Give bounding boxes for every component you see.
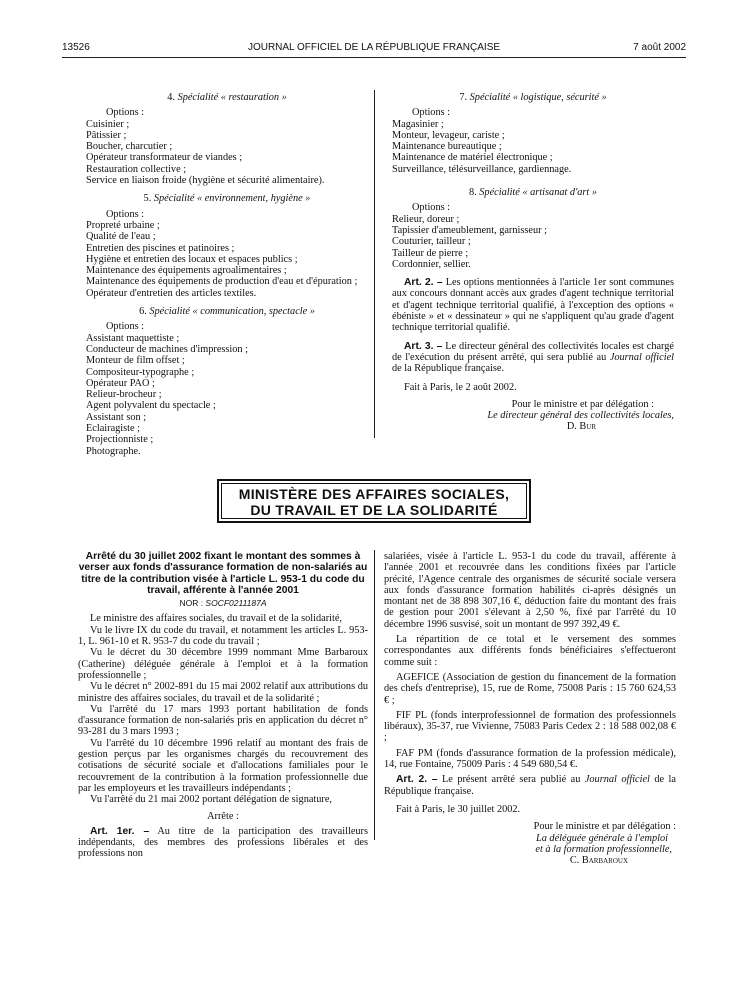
option-item: Assistant maquettiste ; (86, 332, 180, 344)
page-header (62, 40, 686, 56)
signature-title-2: et à la formation professionnelle, (535, 843, 672, 855)
signature-date: Fait à Paris, le 30 juillet 2002. (396, 803, 521, 815)
options-label: Options : (412, 107, 451, 119)
option-item: Pâtissier ; (86, 129, 127, 141)
options-label: Options : (106, 208, 145, 220)
column-divider-top (374, 90, 375, 438)
header-rule (62, 57, 686, 58)
option-item: Magasinier ; (392, 118, 444, 130)
article-1: Art. 1er. – Au titre de la participation des travailleurs indépendants, des membres des professions libérales et des professions non (78, 825, 368, 860)
issue-date: 7 août 2002 (633, 42, 686, 53)
option-item: Boucher, charcutier ; (86, 141, 173, 153)
column-divider-bottom (374, 550, 375, 840)
options-label: Options : (106, 321, 145, 333)
options-list (86, 220, 368, 299)
fund-fifpl: FIF PL (fonds interprofessionnel de formation des professionnels libéraux), 35-37, rue Vivienne, 75083 Paris Cedex 2 : 18 588 002,08 € ; (384, 709, 676, 744)
option-item: Propreté urbaine ; (86, 219, 160, 231)
option-item: Agent polyvalent du spectacle ; (86, 400, 216, 412)
option-item: Relieur, doreur ; (392, 213, 460, 225)
article-3: Art. 3. – Le directeur général des collectivités locales est chargé de l'exécution du présent arrêté, qui sera publié au Journal officiel de la République française. (392, 340, 675, 375)
journal-title: JOURNAL OFFICIEL DE LA RÉPUBLIQUE FRANÇAISE (247, 42, 501, 53)
options-list (392, 214, 674, 270)
option-item: Maintenance des équipements de production d'eau et d'épuration ; (86, 276, 358, 288)
section-heading: 5. Spécialité « environnement, hygiène » (143, 193, 311, 205)
signature-date: Fait à Paris, le 2 août 2002. (404, 381, 517, 393)
signature-title: La déléguée générale à l'emploi (535, 832, 668, 844)
option-item: Assistant son ; (86, 411, 147, 423)
option-item: Relieur-brocheur ; (86, 389, 162, 401)
top-left-column (86, 92, 368, 457)
recital-paragraph: Vu l'arrêté du 17 mars 1993 portant habilitation de fonds d'assurance formation de non-salariés pris en application du décret n° 93-281 du 3 mars 1993 ; (78, 703, 368, 738)
signatory-name: C. Barbaroux (569, 855, 628, 867)
option-item: Conducteur de machines d'impression ; (86, 343, 248, 355)
option-item: Couturier, tailleur ; (392, 236, 471, 248)
option-item: Monteur, levageur, cariste ; (392, 129, 505, 141)
article-1-continued: salariées, visée à l'article L. 953-1 du code du travail, afférente à l'année 2001 et recouvrée dans les conditions fixées par l'article précité, l'Agence centrale des organismes de sécurité sociale versera aux fonds d'assurance formation habilités ci-après désignés un montant net de 38 898 307,16 €, déduction faite du montant des frais de gestion pour 2001 s'élevant à 2,50 %, fixé par l'arrêté du 10 décembre 1996 susvisé, soit un montant de 997 392,49 €. (384, 551, 676, 630)
bottom-left-column (78, 551, 368, 860)
section-heading: 4. Spécialité « restauration » (167, 92, 287, 103)
option-item: Maintenance de matériel électronique ; (392, 152, 553, 164)
option-item: Projectionniste ; (86, 434, 154, 446)
option-item: Opérateur transformateur de viandes ; (86, 152, 243, 164)
option-item: Tapissier d'ameublement, garnisseur ; (392, 224, 547, 236)
recitals (78, 613, 368, 805)
recital-paragraph: Vu l'arrêté du 10 décembre 1996 relatif au montant des frais de gestion perçus par les organismes chargés du recouvrement des cotisations de sécurité sociale et d'allocations familiales pour le recouvrement de la contribution à la formation professionnelle due par les employeurs et les travailleurs indépendants ; (78, 737, 368, 794)
recital-paragraph: Vu le livre IX du code du travail, et notamment les articles L. 953-1, L. 961-10 et R. 953-7 du code du travail ; (78, 624, 368, 648)
recital-paragraph: Le ministre des affaires sociales, du travail et de la solidarité, (90, 613, 342, 625)
fund-agefice: AGEFICE (Association de gestion du financement de la formation des chefs d'entreprise), 15, rue de Rome, 75008 Paris : 15 760 624,53 € ; (384, 671, 676, 706)
nor-reference: NOR : SOCF0211187A (179, 598, 267, 609)
signature-title: Le directeur général des collectivités locales, (487, 410, 674, 422)
bottom-right-column (384, 551, 676, 866)
ministry-heading-box (217, 479, 531, 523)
ministry-line-2: DU TRAVAIL ET DE LA SOLIDARITÉ (250, 502, 498, 518)
signature-line: Pour le ministre et par délégation : (511, 398, 654, 410)
option-item: Opérateur PAO ; (86, 377, 155, 389)
option-item: Compositeur-typographe ; (86, 366, 195, 378)
fund-fafpm: FAF PM (fonds d'assurance formation de la profession médicale), 14, rue Fontaine, 75009 Paris : 4 549 680,54 €. (384, 747, 676, 771)
recital-paragraph: Vu l'arrêté du 21 mai 2002 portant délégation de signature, (90, 794, 332, 806)
option-item: Cuisinier ; (86, 118, 130, 130)
option-item: Eclairagiste ; (86, 423, 141, 435)
section-heading: 8. Spécialité « artisanat d'art » (468, 187, 598, 199)
signatory-name: D. Bur (566, 421, 596, 433)
section-heading: 6. Spécialité « communication, spectacle » (139, 306, 315, 318)
article-2: Art. 2. – Les options mentionnées à l'article 1er sont communes aux concours donnant accès aux grades d'agent technique territorial et d'agent technique territorial qualifié, à l'exception des options « ébéniste » et « dessinateur » qui ne s'appliquent qu'au grade d'agent technique territorial qualifié. (392, 277, 674, 334)
article-2: Art. 2. – Le présent arrêté sera publié au Journal officiel de la République française. (384, 774, 676, 797)
ministry-line-1: MINISTÈRE DES AFFAIRES SOCIALES, (238, 486, 510, 502)
option-item: Restauration collective ; (86, 163, 187, 175)
section-heading: 7. Spécialité « logistique, sécurité » (459, 92, 607, 103)
option-item: Maintenance des équipements agroalimentaires ; (86, 265, 287, 277)
option-item: Tailleur de pierre ; (392, 247, 469, 259)
top-right-column (392, 92, 674, 433)
recital-paragraph: Vu le décret du 30 décembre 1999 nommant Mme Barbaroux (Catherine) déléguée générale à l'emploi et à la formation professionnelle ; (78, 647, 368, 681)
decree-title: Arrêté du 30 juillet 2002 fixant le montant des sommes à verser aux fonds d'assurance formation de non-salariés au titre de la contribution visée à l'article L. 953-1 du code du travail, afférente à l'année 2001 (78, 551, 368, 596)
option-item: Surveillance, télésurveillance, gardiennage. (392, 163, 572, 175)
recital-paragraph: Vu le décret n° 2002-891 du 15 mai 2002 relatif aux attributions du ministre des affaires sociales, du travail et de la solidarité ; (78, 681, 368, 704)
option-item: Hygiène et entretien des locaux et espaces publics ; (86, 253, 298, 265)
options-list (392, 119, 674, 175)
signature-line: Pour le ministre et par délégation : (533, 821, 676, 833)
option-item: Monteur de film offset ; (86, 355, 185, 367)
arrete-label: Arrête : (207, 810, 239, 822)
options-list (86, 119, 368, 187)
options-list (86, 333, 368, 457)
option-item: Photographe. (86, 445, 141, 457)
option-item: Maintenance bureautique ; (392, 141, 502, 153)
option-item: Service en liaison froide (hygiène et sécurité alimentaire). (86, 175, 325, 187)
option-item: Cordonnier, sellier. (392, 258, 471, 270)
option-item: Qualité de l'eau ; (86, 231, 156, 243)
option-item: Entretien des piscines et patinoires ; (86, 242, 235, 254)
options-label: Options : (412, 202, 451, 214)
options-label: Options : (106, 107, 145, 119)
page-number: 13526 (62, 42, 90, 53)
option-item: Opérateur d'entretien des articles textiles. (86, 287, 257, 299)
distribution-intro: La répartition de ce total et le versement des sommes correspondantes aux différents fonds bénéficiaires s'effectueront comme suit : (384, 634, 676, 668)
